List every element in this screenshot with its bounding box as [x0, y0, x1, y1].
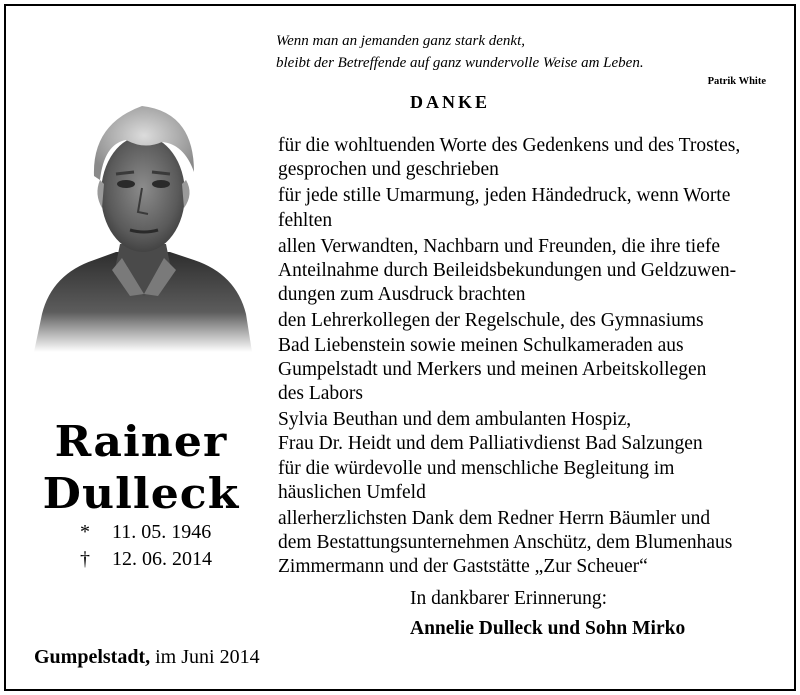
thanks-line: gesprochen und geschrieben — [278, 159, 499, 181]
portrait-face — [101, 136, 185, 252]
birth-date-row — [80, 520, 211, 544]
death-date: 12. 06. 2014 — [112, 548, 212, 570]
quote-line: Wenn man an jemanden ganz stark denkt, — [276, 33, 525, 49]
closing-intro: In dankbarer Erinnerung: — [410, 588, 608, 609]
thanks-line: allen Verwandten, Nachbarn und Freunden, die ihre tiefe — [278, 235, 721, 257]
thanks-line: häuslichen Umfeld — [278, 481, 426, 503]
quote — [276, 30, 776, 74]
quote-author: Patrik White — [707, 76, 766, 87]
thanks-line: Sylvia Beuthan und dem ambulanten Hospiz, — [278, 409, 632, 431]
place-date — [34, 646, 260, 669]
thanks-list — [278, 134, 778, 580]
thanks-line: Bad Liebenstein sowie meinen Schulkameraden aus — [278, 334, 684, 356]
thanks-paragraph — [278, 235, 778, 308]
death-symbol: † — [80, 548, 90, 570]
birth-date: 11. 05. 1946 — [112, 521, 212, 543]
thanks-line: für die würdevolle und menschliche Begleitung im — [278, 457, 675, 479]
thanks-line: den Lehrerkollegen der Regelschule, des Gymnasiums — [278, 310, 704, 332]
thanks-line: Zimmermann und der Gaststätte „Zur Scheuer“ — [278, 556, 648, 578]
portrait-photo — [34, 84, 252, 352]
signature: Annelie Dulleck und Sohn Mirko — [410, 618, 686, 639]
heading: DANKE — [410, 92, 491, 112]
thanks-line: für jede stille Umarmung, jeden Händedruck, wenn Worte — [278, 185, 731, 207]
thanks-line: allerherzlichsten Dank dem Redner Herrn Bäumler und — [278, 508, 711, 530]
thanks-paragraph — [278, 134, 778, 182]
quote-line: bleibt der Betreffende auf ganz wundervolle Weise am Leben. — [276, 55, 644, 71]
deceased-first-name: Rainer — [54, 417, 228, 466]
thanks-paragraph — [278, 408, 778, 505]
thanks-line: für die wohltuenden Worte des Gedenkens und des Trostes, — [278, 135, 741, 156]
thanks-line: Frau Dr. Heidt und dem Palliativdienst Bad Salzungen — [278, 433, 703, 455]
birth-symbol: * — [80, 521, 90, 543]
thanks-line: fehlten — [278, 209, 333, 231]
thanks-paragraph — [278, 309, 778, 406]
death-date-row — [80, 547, 212, 571]
thanks-line: dem Bestattungsunternehmen Anschütz, dem Blumenhaus — [278, 532, 733, 554]
deceased-last-name: Dulleck — [42, 469, 240, 518]
place: Gumpelstadt, — [34, 646, 151, 668]
thanks-line: Gumpelstadt und Merkers und meinen Arbeitskollegen — [278, 358, 707, 380]
thanks-line: dungen zum Ausdruck brachten — [278, 284, 526, 306]
thanks-line: Anteilnahme durch Beileidsbekundungen und Geldzuwen- — [278, 260, 737, 282]
closing — [410, 586, 685, 642]
thanks-line: des Labors — [278, 383, 364, 405]
date: im Juni 2014 — [155, 646, 260, 668]
thanks-paragraph — [278, 184, 778, 232]
thanks-paragraph — [278, 507, 778, 580]
